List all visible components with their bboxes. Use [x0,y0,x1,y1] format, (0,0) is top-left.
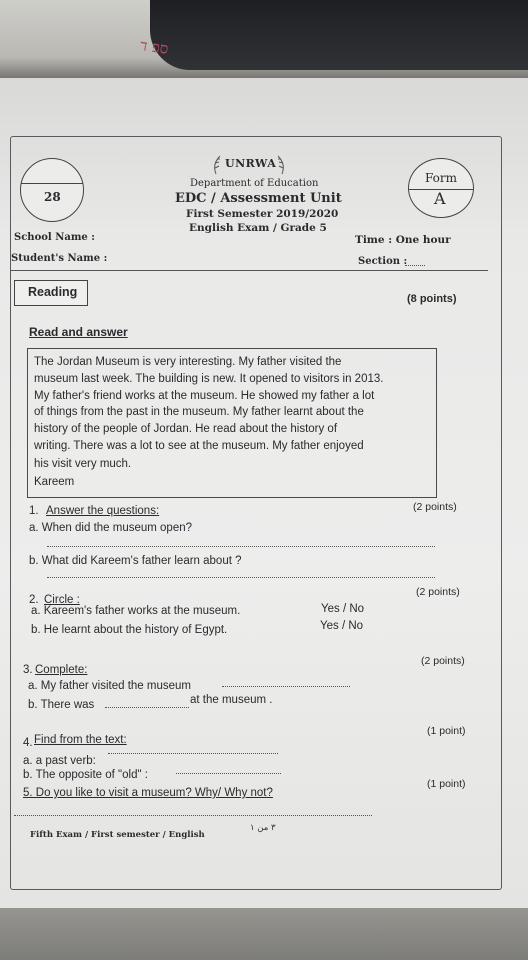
time-label: Time : One hour [355,234,451,246]
photo-background-bottom [0,900,528,960]
q4-item-b: b. The opposite of "old" : [23,769,148,781]
score-value: 28 [44,190,61,204]
q3-points: (2 points) [421,655,465,667]
q3-number: 3. [23,664,33,676]
q1-number: 1. [29,505,39,517]
q1-answer-b-line[interactable] [47,577,435,578]
exam-title: English Exam / Grade 5 [189,222,327,234]
student-name-label: Student's Name : [11,253,108,264]
q2-number: 2. [29,594,39,606]
unrwa-logo-text: UNRWA [225,157,277,170]
background-scribble: ספ ד [138,36,170,58]
passage-signature: Kareem [34,476,75,488]
q4-number: 4. [23,737,33,749]
q3-answer-b-line[interactable] [105,707,189,708]
q5-answer-line[interactable] [14,815,372,816]
unit-name: EDC / Assessment Unit [175,191,342,206]
q2-statement-b: b. He learnt about the history of Egypt. [31,624,228,636]
semester-label: First Semester 2019/2020 [186,208,339,220]
footer-page-number: ٣ من ١ [250,823,276,833]
q3-sentence-b-end: at the museum . [190,694,273,706]
q2-points: (2 points) [416,586,460,598]
q5-points: (1 point) [427,778,466,790]
form-label: Form [425,171,458,185]
reading-points: (8 points) [407,293,457,305]
school-name-label: School Name : [14,232,95,243]
q2-choice-b[interactable]: Yes / No [320,620,364,632]
form-value: A [434,189,446,208]
section-answer-line [405,265,425,266]
score-divider [21,183,83,184]
q4-title: Find from the text: [34,734,127,746]
q2-statement-a: a. Kareem's father works at the museum. [31,605,241,617]
passage-line: history of the people of Jordan. He read about the history of [34,423,338,435]
q1-points: (2 points) [413,501,457,513]
passage-line: writing. There was a lot to see at the museum. My father enjoyed [34,440,364,452]
q4-item-a: a. a past verb: [23,755,96,767]
q2-title: Circle : [44,594,80,606]
department-name: Department of Education [190,178,319,189]
q1-question-b: b. What did Kareem's father learn about ? [29,555,242,567]
passage-line: My father's friend works at the museum. He showed my father a lot [34,390,375,402]
q4-answer-a-line[interactable] [108,753,278,754]
q1-question-a: a. When did the museum open? [29,522,193,534]
header-divider [10,270,488,271]
q3-sentence-b-start: b. There was [28,699,95,711]
q3-sentence-a: a. My father visited the museum [28,680,191,692]
q4-answer-b-line[interactable] [176,773,281,774]
passage-line: The Jordan Museum is very interesting. My father visited the [34,356,342,368]
footer-label: Fifth Exam / First semester / English [30,830,205,840]
passage-line: his visit very much. [34,458,132,470]
q2-choice-a[interactable]: Yes / No [321,603,365,615]
form-circle [408,158,474,218]
reading-instruction: Read and answer [29,325,128,339]
q1-title: Answer the questions: [46,505,160,517]
q4-points: (1 point) [427,725,466,737]
passage-line: of things from the past in the museum. My father learnt about the [34,406,364,418]
photo-dark-object [150,0,528,70]
reading-title: Reading [28,285,78,299]
q3-answer-a-line[interactable] [222,686,350,687]
q3-title: Complete: [35,664,88,676]
q5-question: 5. Do you like to visit a museum? Why/ Why not? [23,787,273,799]
passage-line: museum last week. The building is new. It opened to visitors in 2013. [34,373,384,385]
section-label: Section : [358,256,408,267]
q1-answer-a-line[interactable] [47,546,435,547]
